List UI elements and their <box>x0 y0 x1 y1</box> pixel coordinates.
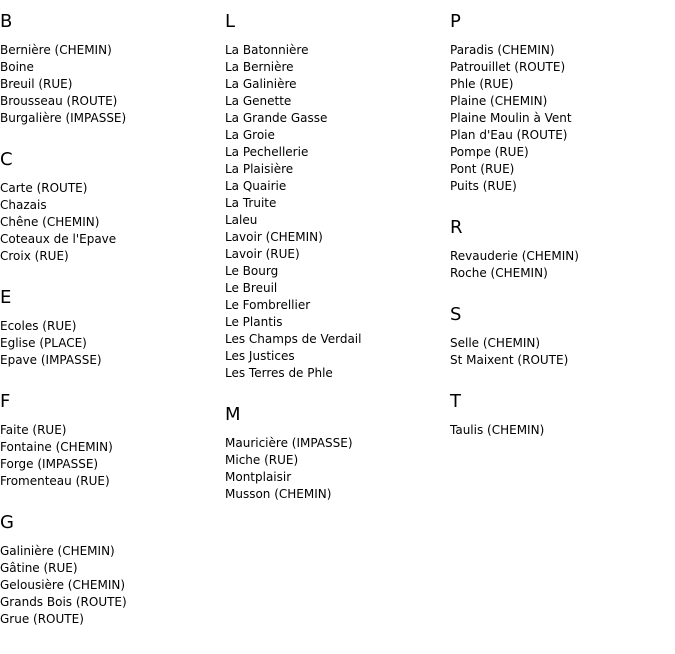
street-item: Brousseau (ROUTE) <box>0 94 118 108</box>
street-item: Boine <box>0 60 34 74</box>
letter-section-t <box>450 392 670 439</box>
street-item: Le Plantis <box>225 315 283 329</box>
section-letter: T <box>450 391 461 412</box>
street-item: Breuil (RUE) <box>0 77 73 91</box>
street-item: Revauderie (CHEMIN) <box>450 249 579 263</box>
street-item: La Batonnière <box>225 43 309 57</box>
street-item: Pompe (RUE) <box>450 145 529 159</box>
letter-section-p <box>450 12 670 195</box>
street-item: Ecoles (RUE) <box>0 319 77 333</box>
letter-section-s <box>450 305 670 369</box>
street-item: Puits (RUE) <box>450 179 517 193</box>
street-item: Chazais <box>0 198 47 212</box>
street-item: Lavoir (RUE) <box>225 247 300 261</box>
street-item: Selle (CHEMIN) <box>450 336 541 350</box>
street-item: Forge (IMPASSE) <box>0 457 99 471</box>
letter-section-e <box>0 288 220 369</box>
street-item: Mauricière (IMPASSE) <box>225 436 353 450</box>
street-item: Eglise (PLACE) <box>0 336 87 350</box>
street-item: Epave (IMPASSE) <box>0 353 102 367</box>
street-item: Miche (RUE) <box>225 453 299 467</box>
street-item: Laleu <box>225 213 258 227</box>
street-item: Coteaux de l'Epave <box>0 232 117 246</box>
letter-section-m <box>225 405 445 503</box>
street-item: La Grande Gasse <box>225 111 328 125</box>
street-item: Taulis (CHEMIN) <box>450 423 545 437</box>
letter-section-f <box>0 392 220 490</box>
street-index-column-2 <box>225 0 445 503</box>
letter-section-b <box>0 12 220 127</box>
street-item: Plaine (CHEMIN) <box>450 94 548 108</box>
street-item: Fontaine (CHEMIN) <box>0 440 113 454</box>
street-item: La Pechellerie <box>225 145 309 159</box>
section-letter: P <box>450 11 461 32</box>
street-item: Pont (RUE) <box>450 162 515 176</box>
section-letter: B <box>0 11 13 32</box>
street-item: La Galinière <box>225 77 297 91</box>
letter-section-l <box>225 12 445 382</box>
street-item: Grue (ROUTE) <box>0 612 84 626</box>
street-item: La Truite <box>225 196 277 210</box>
street-item: Les Terres de Phle <box>225 366 333 380</box>
street-item: Montplaisir <box>225 470 292 484</box>
street-item: Le Breuil <box>225 281 278 295</box>
street-item: Les Justices <box>225 349 295 363</box>
street-index-column-1 <box>0 0 220 628</box>
street-item: La Plaisière <box>225 162 294 176</box>
street-index-column-3 <box>450 0 670 439</box>
street-item: Patrouillet (ROUTE) <box>450 60 566 74</box>
section-letter: M <box>225 404 241 425</box>
street-item: Le Fombrellier <box>225 298 311 312</box>
street-item: Lavoir (CHEMIN) <box>225 230 323 244</box>
section-letter: C <box>0 149 13 170</box>
section-letter: F <box>0 391 11 412</box>
street-item: Les Champs de Verdail <box>225 332 362 346</box>
street-item: La Genette <box>225 94 292 108</box>
street-item: Gâtine (RUE) <box>0 561 78 575</box>
section-letter: S <box>450 304 462 325</box>
street-item: La Bernière <box>225 60 294 74</box>
street-item: Galinière (CHEMIN) <box>0 544 115 558</box>
street-item: Plan d'Eau (ROUTE) <box>450 128 568 142</box>
street-item: Roche (CHEMIN) <box>450 266 548 280</box>
letter-section-r <box>450 218 670 282</box>
street-item: Grands Bois (ROUTE) <box>0 595 127 609</box>
street-item: Le Bourg <box>225 264 279 278</box>
street-item: Plaine Moulin à Vent <box>450 111 572 125</box>
street-item: Phle (RUE) <box>450 77 514 91</box>
street-item: Croix (RUE) <box>0 249 69 263</box>
street-item: La Groie <box>225 128 275 142</box>
street-item: Carte (ROUTE) <box>0 181 88 195</box>
street-item: Musson (CHEMIN) <box>225 487 332 501</box>
street-item: St Maixent (ROUTE) <box>450 353 569 367</box>
section-letter: L <box>225 11 236 32</box>
street-item: La Quairie <box>225 179 287 193</box>
section-letter: G <box>0 512 14 533</box>
letter-section-g <box>0 513 220 628</box>
letter-section-c <box>0 150 220 265</box>
street-item: Burgalière (IMPASSE) <box>0 111 127 125</box>
street-item: Paradis (CHEMIN) <box>450 43 555 57</box>
street-item: Faite (RUE) <box>0 423 67 437</box>
street-item: Chêne (CHEMIN) <box>0 215 100 229</box>
street-item: Fromenteau (RUE) <box>0 474 110 488</box>
section-letter: R <box>450 217 463 238</box>
section-letter: E <box>0 287 12 308</box>
street-item: Gelousière (CHEMIN) <box>0 578 126 592</box>
street-item: Bernière (CHEMIN) <box>0 43 112 57</box>
